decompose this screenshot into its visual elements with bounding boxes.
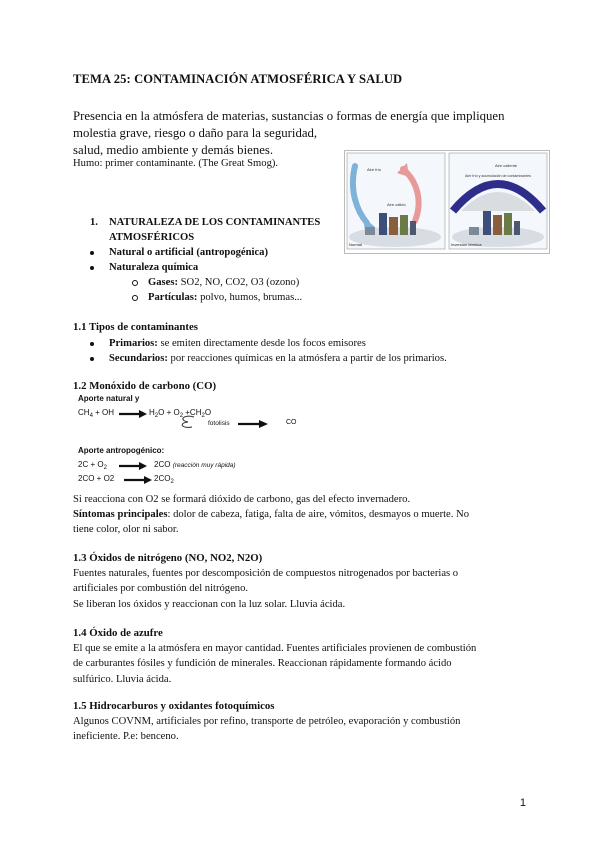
- normal-label-top: Aire frío: [367, 167, 382, 172]
- equation-2co2: [154, 474, 174, 485]
- gases-label: Gases:: [148, 277, 179, 288]
- eq3-right: 2CO: [154, 474, 171, 483]
- intro-line-1: Presencia en la atmósfera de materias, sustancias o formas de energía que impliquen: [73, 109, 505, 123]
- eq1-sub4: 4: [89, 413, 93, 419]
- eq1-right2: O + O: [158, 408, 180, 417]
- humo-text: Humo: primer contaminante. (The Great Smog).: [73, 158, 279, 169]
- eq2-note: (reacción muy rápida): [172, 462, 236, 469]
- primarios-text: se emiten directamente desde los focos emisores: [157, 338, 366, 350]
- sub-bullet-gases: [73, 275, 343, 290]
- eq2-sub: 2: [103, 465, 107, 471]
- bullet-naturaleza-quimica: Naturaleza química: [73, 260, 343, 275]
- secundarios-label: Secundarios:: [109, 353, 168, 365]
- eq1-sub-a: 2: [154, 413, 159, 419]
- section-1-2-heading: 1.2 Monóxido de carbono (CO): [73, 380, 217, 392]
- normal-caption: Normal: [349, 242, 362, 247]
- section-1-4: [73, 626, 533, 687]
- s13-line-3: Se liberan los óxidos y reaccionan con la luz solar. Lluvia ácida.: [73, 598, 346, 610]
- gases-text: SO2, NO, CO2, O3 (ozono): [178, 277, 300, 288]
- eq1-plus: + OH: [92, 408, 115, 417]
- eq1-sub-c: 2: [201, 413, 205, 419]
- s14-line-1: El que se emite a la atmósfera en mayor cantidad. Fuentes artificiales provienen de combustión: [73, 643, 477, 655]
- normal-label-mid: Aire cálido: [387, 202, 406, 207]
- secundarios-text: por reacciones químicas en la atmósfera a partir de los primarios.: [167, 353, 447, 365]
- eq3-sub: 2: [170, 479, 174, 485]
- eq1-right: H: [149, 408, 155, 417]
- arrow-1: [118, 409, 148, 419]
- section-1-5-heading: 1.5 Hidrocarburos y oxidantes fotoquímicos: [73, 700, 275, 712]
- thermal-inversion-illustration: [345, 151, 549, 253]
- arrow-3: [118, 461, 148, 471]
- page-number: 1: [519, 797, 526, 809]
- inversion-label-mid: Aire frío y acumulación de contaminantes: [465, 174, 531, 178]
- bullet-secundarios: [73, 351, 533, 366]
- eq1-right4: O: [204, 408, 212, 417]
- section-1-2-text: [73, 492, 533, 538]
- aporte-antropogenico-label: Aporte antropogénico:: [78, 446, 165, 455]
- arrow-4: [123, 475, 153, 485]
- co-label: CO: [286, 419, 297, 426]
- equation-2co: [154, 460, 236, 469]
- section-1: [73, 215, 343, 305]
- s15-line-2: ineficiente. P.e: benceno.: [73, 731, 179, 743]
- s13-line-2: artificiales por combustión del nitrógeno.: [73, 583, 249, 595]
- eq2-right: 2CO: [154, 460, 171, 469]
- fotolisis-label: fotolisis: [208, 420, 230, 427]
- light-wave-icon: [176, 414, 196, 430]
- section-1-3: [73, 551, 533, 612]
- section-1-heading-line-1: NATURALEZA DE LOS CONTAMINANTES: [109, 217, 321, 228]
- section-1-heading-line-2: ATMOSFÉRICOS: [109, 232, 195, 243]
- section-1-heading: [73, 215, 343, 245]
- co2-text: Si reacciona con O2 se formará dióxido de carbono, gas del efecto invernadero.: [73, 494, 411, 505]
- page-title: TEMA 25: CONTAMINACIÓN ATMOSFÉRICA Y SALUD: [73, 72, 403, 86]
- aporte-natural-label: Aporte natural y: [78, 394, 140, 403]
- arrow-2: [237, 419, 269, 429]
- section-1-1-heading: 1.1 Tipos de contaminantes: [73, 321, 198, 333]
- sub-bullet-particulas: [73, 290, 343, 305]
- section-1-4-heading: 1.4 Óxido de azufre: [73, 627, 163, 639]
- eq1-sub-b: 2: [179, 413, 184, 419]
- thermal-inversion-figure: [344, 150, 550, 254]
- particles-label: Partículas:: [148, 292, 198, 303]
- eq1-right3: +CH: [183, 408, 202, 417]
- eq1-left: CH: [78, 408, 90, 417]
- s13-line-1: Fuentes naturales, fuentes por descomposición de compuestos nitrogenados por bacterias o: [73, 568, 459, 580]
- sintomas-line-2: tiene color, olor ni sabor.: [73, 524, 179, 536]
- inversion-label-top: Aire caliente: [495, 163, 518, 168]
- section-1-3-heading: 1.3 Óxidos de nitrógeno (NO, NO2, N2O): [73, 552, 263, 564]
- section-1-1: [73, 320, 533, 367]
- s14-line-2: de carburantes fósiles y fundición de minerales. Reaccionan rápidamente formando ácido: [73, 658, 452, 670]
- sintomas-line-1: [73, 507, 533, 522]
- section-1-5: [73, 699, 533, 745]
- s14-line-3: sulfúrico. Lluvia ácida.: [73, 673, 172, 685]
- equation-2co-o2: 2CO + O2: [78, 474, 115, 483]
- section-1-number: 1.: [90, 217, 98, 228]
- sintomas-label: Síntomas principales: [73, 509, 168, 521]
- s15-line-1: Algunos COVNM, artificiales por refino, transporte de petróleo, evaporación y combustión: [73, 716, 461, 728]
- equation-ch4: [78, 408, 114, 419]
- intro-line-3: salud, medio ambiente y demás bienes.: [73, 143, 274, 157]
- inversion-caption: Inversión térmica: [451, 242, 482, 247]
- intro-line-2: molestia grave, riesgo o daño para la seguridad,: [73, 126, 318, 140]
- bullet-primarios: [73, 336, 533, 351]
- sintomas-text: : dolor de cabeza, fatiga, falta de aire, vómitos, desmayos o muerte. No: [167, 509, 470, 521]
- primarios-label: Primarios:: [109, 338, 158, 350]
- particles-text: polvo, humos, brumas...: [197, 292, 303, 303]
- eq2-left: 2C + O: [78, 460, 104, 469]
- equation-2c: [78, 460, 107, 471]
- bullet-natural-artificial: Natural o artificial (antropogénica): [73, 245, 343, 260]
